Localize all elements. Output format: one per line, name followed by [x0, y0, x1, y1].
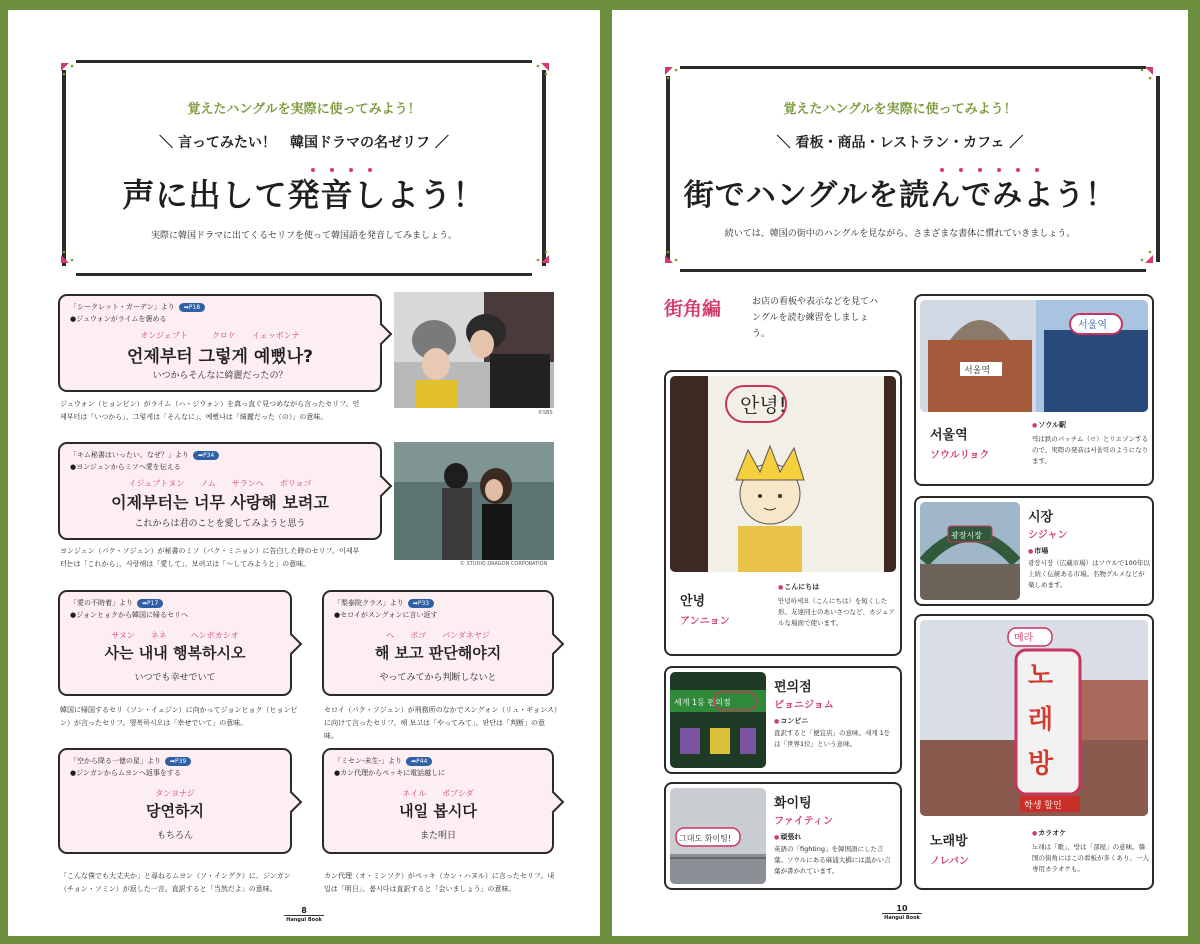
svg-text:방: 방 — [1028, 749, 1054, 779]
sign-text: 메라 — [1014, 633, 1034, 644]
page-ref-badge: ➡P33 — [408, 599, 434, 608]
section-description: お店の看板や表示などを見てハングルを読む練習をしましょう。 — [752, 297, 879, 339]
scene-label: ●ジョンヒョクから韓国に帰るセリへ — [70, 611, 188, 619]
word-meaning: ● こんにちは — [778, 582, 819, 592]
corner-ornament-icon — [60, 62, 76, 78]
eyebrow-text: 覚えたハングルを実際に使ってみよう！ — [187, 102, 421, 117]
quote-source: 「愛の不時着」より — [70, 599, 133, 607]
drama-photo — [394, 292, 554, 408]
quote-bubble — [58, 590, 292, 696]
sign-text: 안녕! — [740, 393, 787, 417]
page-title: 街でハングルを読んでみよう！ — [683, 178, 1117, 213]
left-page — [8, 10, 600, 936]
pronunciation-ruby: タンヨナジ — [155, 789, 195, 798]
japanese-translation: また明日 — [419, 831, 456, 841]
quote-bubble — [58, 294, 382, 392]
corner-ornament-icon — [664, 66, 680, 82]
sign-text: 그대도 화이팅! — [679, 834, 732, 843]
quote-note: 「こんな僕でも大丈夫か」と尋ねるムヨン（ソ・イングク）に、ジンガン（チョン・ソミン）が返した一言。直訳すると「当然だよ」の意味。 — [60, 872, 291, 893]
word-meaning: ● ソウル駅 — [1032, 420, 1066, 430]
quote-note: ヨンジュン（パク・ソジュン）が秘書のミソ（パク・ミニョン）に告白した時のセリフ。이제부터는は「これから」、사랑해は「愛して」、보려고は「〜してみようと」の意味。 — [60, 547, 360, 568]
word-korean: 노래방 — [930, 834, 968, 849]
page-ref-badge: ➡P17 — [137, 599, 163, 608]
word-korean: 화이팅 — [774, 796, 812, 811]
sign-card — [914, 614, 1154, 890]
eyebrow-text: 覚えたハングルを実際に使ってみよう！ — [783, 102, 1017, 117]
quote-bubble — [58, 442, 382, 540]
corner-ornament-icon — [664, 248, 680, 264]
scene-label: ●ジンガンからムヨンへ返事をする — [70, 769, 181, 777]
quote-source: 「空から降る一億の星」より — [70, 757, 161, 765]
page-title: 声に出して発音しよう！ — [122, 176, 486, 214]
word-description: 英語の「fighting」を韓国語にした言葉。ソウルにある麻浦大橋には温かい言葉が書かれています。 — [774, 845, 891, 875]
subheading: ＼ 言ってみたい！ 韓国ドラマの名ゼリフ ／ — [159, 135, 449, 151]
sign-photo — [920, 300, 1148, 412]
korean-line: 이제부터는 너무 사랑해 보려고 — [111, 493, 329, 512]
right-page — [612, 10, 1188, 936]
svg-text:노: 노 — [1028, 661, 1054, 691]
japanese-translation: もちろん — [156, 831, 193, 841]
scene-label: ●セロイがスングォンに言い返す — [334, 611, 438, 619]
quote-note: カン代理（オ・ミンソク）がペッキ（カン・ハヌル）に言ったセリフ。내일は「明日」、봅시다は直訳すると「会いましょう」の意味。 — [324, 872, 555, 893]
section-title: 街角編 — [664, 298, 722, 320]
sign-card — [664, 666, 902, 774]
scene-label: ●カン代理からペッキに電話越しに — [334, 769, 446, 777]
word-korean: 서울역 — [930, 428, 968, 443]
sign-photo — [670, 672, 766, 768]
book-name: Hangul Book — [882, 913, 922, 921]
korean-line: 해 보고 판단해야지 — [374, 644, 502, 662]
sign-photo — [670, 376, 896, 572]
quote-note: 韓国に帰国するセリ（ソン・イェジン）に向かってジョンヒョク（ヒョンビン）が言ったセリフ。행복하시오は「幸せでいて」の意味。 — [60, 706, 298, 727]
quote-source: 「ミセン-未生-」より — [334, 757, 403, 765]
korean-line: 내일 봅시다 — [399, 802, 477, 820]
page-ref-badge: ➡P44 — [406, 757, 432, 766]
intro-text: 実際に韓国ドラマに出てくるセリフを使って韓国語を発音してみましょう。 — [150, 231, 457, 241]
pronunciation-ruby: ヘ ボゴ パンダネヤジ — [386, 631, 490, 640]
quote-source: 「シークレット・ガーデン」より — [70, 303, 175, 311]
word-description: 안녕하세요（こんにちは）を短くした形。友達同士のあいさつなど、カジュアルな場面で使います。 — [778, 597, 895, 627]
page-number: 8 Hangul Book — [284, 906, 324, 923]
sign-card — [914, 294, 1154, 486]
corner-ornament-icon — [1138, 66, 1154, 82]
sign-text: 서울역 — [1078, 320, 1107, 331]
sign-card — [914, 496, 1154, 606]
sign-text: 학생 할인 — [1024, 801, 1062, 811]
drama-photo — [394, 442, 554, 560]
japanese-translation: これからは君のことを愛してみようと思う — [134, 519, 306, 529]
sign-text: 광장시장 — [951, 531, 982, 540]
page-number: 10 Hangul Book — [882, 904, 922, 921]
corner-ornament-icon — [534, 62, 550, 78]
pronunciation-ruby: オンジェブト クロケ イェッポンナ — [140, 331, 300, 340]
quote-note: セロイ（パク・ソジュン）が刑務所のなかでスングォン（リュ・ギョンス）に向けて言ったセリフ。해 보고は「やってみて」、판단は「判断」の意味。 — [324, 706, 558, 740]
scene-label: ●ジュウォンがライムを褒める — [70, 315, 167, 323]
word-korean: 시장 — [1028, 510, 1054, 525]
word-meaning: ● カラオケ — [1032, 828, 1066, 838]
word-reading: アンニョン — [680, 616, 730, 627]
pronunciation-ruby: イジェブトヌン ノム サランヘ ボリョゴ — [128, 479, 312, 488]
word-korean: 편의점 — [774, 680, 812, 695]
quote-note: ジュウォン（ヒョンビン）がライム（ハ・ジウォン）を真っ直ぐ見つめながら言ったセリフ。언제부터は「いつから」、그렇게は「そんなに」、예뻤나は「綺麗だった（の）」の意味。 — [60, 400, 360, 421]
corner-ornament-icon — [60, 248, 76, 264]
word-meaning: ● 市場 — [1028, 546, 1048, 556]
svg-text:래: 래 — [1028, 705, 1054, 735]
sign-card — [664, 370, 902, 656]
photo-credit: © STUDIO DRAGON CORPORATION — [460, 561, 548, 567]
word-description: 直訳すると「便宜店」の意味。세계 1등は「世界1位」という意味。 — [774, 729, 891, 748]
word-reading: シジャン — [1028, 530, 1068, 541]
japanese-translation: やってみてから判断しないと — [379, 673, 497, 683]
korean-line: 당연하지 — [146, 802, 204, 820]
word-reading: ソウルリョク — [930, 450, 990, 461]
quote-bubble — [58, 748, 292, 854]
scene-label: ●ヨンジュンからミソへ愛を伝える — [70, 463, 181, 471]
quote-source: 「梨泰院クラス」より — [334, 599, 404, 607]
sign-card — [664, 782, 902, 890]
sign-photo — [670, 788, 766, 884]
sign-text: 서울역 — [964, 366, 991, 376]
quote-bubble — [322, 590, 554, 696]
word-meaning: ● コンビニ — [774, 716, 808, 726]
page-ref-badge: ➡P39 — [165, 757, 191, 766]
photo-credit: ©SBS — [538, 410, 553, 416]
intro-text: 続いては、韓国の街中のハングルを見ながら、さまざまな書体に慣れていきましょう。 — [724, 229, 1076, 239]
word-description: 노래は「歌」、방は「部屋」の意味。韓国の街角にはこの看板が多くあり、一人専用カラオケも。 — [1032, 843, 1149, 873]
word-korean: 안녕 — [680, 594, 706, 609]
book-name: Hangul Book — [284, 915, 324, 923]
corner-ornament-icon — [534, 248, 550, 264]
pronunciation-ruby: サヌン ネネ ヘンボカシオ — [111, 631, 239, 640]
korean-line: 사는 내내 행복하시오 — [104, 644, 246, 662]
japanese-translation: いつでも幸せでいて — [134, 673, 216, 683]
word-reading: ピョニジョム — [774, 700, 834, 711]
quote-bubble — [322, 748, 554, 854]
corner-ornament-icon — [1138, 248, 1154, 264]
sign-photo — [920, 502, 1020, 600]
japanese-translation: いつからそんなに綺麗だったの？ — [152, 371, 288, 381]
page-ref-badge: ➡P34 — [193, 451, 219, 460]
page-ref-badge: ➡P18 — [179, 303, 205, 312]
sign-photo — [920, 620, 1148, 816]
quote-source: 「キム秘書はいったい、なぜ？」より — [70, 451, 189, 459]
sign-text: 세계 1등 편의점 — [674, 698, 731, 707]
word-reading: ファイティン — [774, 816, 833, 827]
korean-line: 언제부터 그렇게 예뻤나? — [127, 347, 313, 367]
word-description: 광장시장（広蔵市場）はソウルで100年以上続く伝統ある市場。名物グルメなどが楽しめます。 — [1028, 559, 1150, 589]
word-description: 역は鉄のパッチム（ㄹ）とリエゾンするので、実際の発音は서울력のようになります。 — [1032, 435, 1149, 465]
word-meaning: ● 頑張れ — [774, 832, 801, 842]
pronunciation-ruby: ネイル ポプシダ — [402, 789, 474, 798]
subheading: ＼ 看板・商品・レストラン・カフェ ／ — [776, 135, 1024, 151]
word-reading: ノレバン — [930, 856, 969, 867]
